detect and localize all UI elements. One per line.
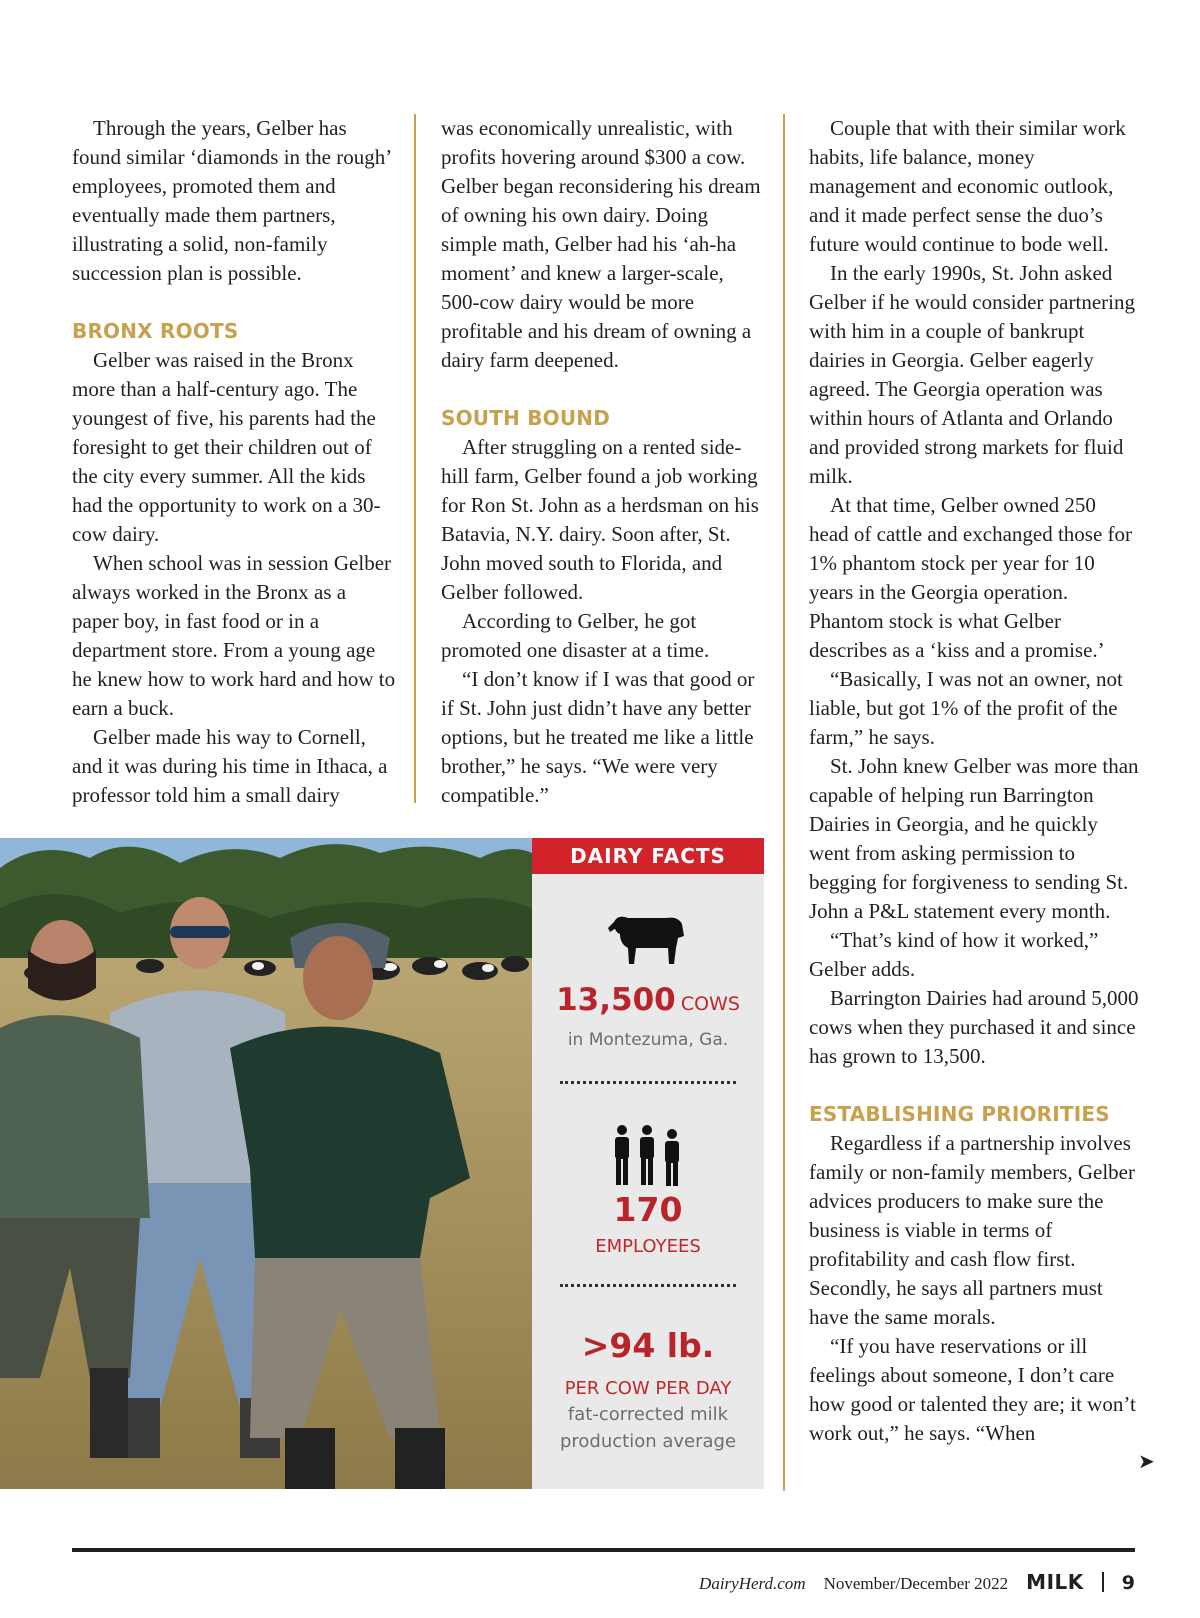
fact-cows-location: in Montezuma, Ga. (567, 1030, 729, 1050)
fact-cows-unit: COWS (680, 993, 740, 1015)
paragraph: St. John knew Gelber was more than capable of helping run Barrington Dairies in Georgia, and he quickly went from asking permission to begging for forgiveness to sending St. John a P&L statement every month. (809, 754, 1139, 923)
paragraph: Gelber was raised in the Bronx more than a half-century ago. The youngest of five, his parents had the foresight to get their children out of the city every summer. All the kids had the opportunity to work on a 30-cow dairy. (72, 348, 381, 546)
dotted-divider (560, 1081, 736, 1084)
people-icon (532, 1124, 764, 1190)
column-divider (783, 114, 785, 1491)
footer-rule (72, 1548, 1135, 1552)
section-heading-bronx-roots: BRONX ROOTS (72, 319, 239, 343)
article-column-3 (809, 114, 1139, 1448)
paragraph: was economically unrealistic, with profits hovering around $300 a cow. Gelber began reconsidering his dream of owning his own dairy. Doing simple math, Gelber had his ‘ah-ha moment’ and knew a larger-scale, 500-cow dairy would be more profitable and his dream of owning a dairy farm deepened. (441, 116, 761, 372)
paragraph: “I don’t know if I was that good or if St. John just didn’t have any better options, but he treated me like a little brother,” he says. “We were very compatible.” (441, 667, 755, 807)
fact-milk-unit: PER COW PER DAY (564, 1378, 732, 1399)
dairy-facts-title: DAIRY FACTS (532, 838, 764, 874)
page-number: 9 (1121, 1572, 1135, 1594)
paragraph: “Basically, I was not an owner, not liable, but got 1% of the profit of the farm,” he says. (809, 667, 1123, 749)
section-heading-south-bound: SOUTH BOUND (441, 406, 611, 430)
fact-milk-desc-1: fat-corrected milk (567, 1404, 729, 1425)
paragraph: According to Gelber, he got promoted one disaster at a time. (441, 609, 710, 662)
paragraph: Gelber made his way to Cornell, and it was during his time in Ithaca, a professor told him a small dairy (72, 725, 388, 807)
photo-three-men-dairy-pasture (0, 838, 532, 1489)
section-heading-establishing-priorities: ESTABLISHING PRIORITIES (809, 1102, 1110, 1126)
fact-milk-number: >94 lb. (581, 1326, 715, 1365)
continued-arrow-icon: ➤ (1138, 1449, 1155, 1473)
paragraph: At that time, Gelber owned 250 head of cattle and exchanged those for 1% phantom stock per year for 10 years in the Georgia operation. Phantom stock is what Gelber describes as a ‘kiss and a promise.’ (809, 493, 1133, 662)
article-column-1 (72, 114, 397, 810)
paragraph: When school was in session Gelber always worked in the Bronx as a paper boy, in fast food or in a department store. From a young age he knew how to work hard and how to earn a buck. (72, 551, 396, 720)
paragraph: Through the years, Gelber has found similar ‘diamonds in the rough’ employees, promoted them and eventually made them partners, illustrating a solid, non-family succession plan is possible. (72, 116, 391, 285)
footer-separator (1102, 1572, 1104, 1592)
paragraph: Couple that with their similar work habits, life balance, money management and economic outlook, and it made perfect sense the duo’s future would continue to bode well. (809, 116, 1126, 256)
page-footer (699, 1569, 1135, 1594)
footer-brand-logo: MILK (1026, 1570, 1084, 1594)
paragraph: Regardless if a partnership involves family or non-family members, Gelber advices producers to make sure the business is viable in terms of profitability and cash flow first. Secondly, he says all partners must have the same morals. (809, 1131, 1135, 1329)
footer-issue-date: November/December 2022 (823, 1574, 1009, 1593)
footer-website: DairyHerd.com (699, 1574, 806, 1593)
fact-employees-unit: EMPLOYEES (595, 1236, 701, 1257)
paragraph: After struggling on a rented side-hill farm, Gelber found a job working for Ron St. John as a herdsman on his Batavia, N.Y. dairy. Soon after, St. John moved south to Florida, and Gelber followed. (441, 435, 759, 604)
paragraph: Barrington Dairies had around 5,000 cows when they purchased it and since has grown to 13,500. (809, 986, 1139, 1068)
fact-employees-number: 170 (613, 1190, 683, 1229)
paragraph: “If you have reservations or ill feelings about someone, I don’t care how good or talented they are; it won’t work out,” he says. “When (809, 1334, 1136, 1445)
paragraph: In the early 1990s, St. John asked Gelber if he would consider partnering with him in a couple of bankrupt dairies in Georgia. Gelber eagerly agreed. The Georgia operation was within hours of Atlanta and Orlando and provided strong markets for fluid milk. (809, 261, 1135, 488)
cow-icon (532, 908, 764, 970)
dairy-facts-sidebar (532, 838, 764, 1489)
fact-milk-desc-2: production average (559, 1431, 737, 1452)
dotted-divider (560, 1284, 736, 1287)
paragraph: “That’s kind of how it worked,” Gelber adds. (809, 928, 1099, 981)
article-column-2 (441, 114, 766, 810)
fact-cows-number: 13,500 (556, 982, 676, 1018)
column-divider (414, 114, 416, 803)
